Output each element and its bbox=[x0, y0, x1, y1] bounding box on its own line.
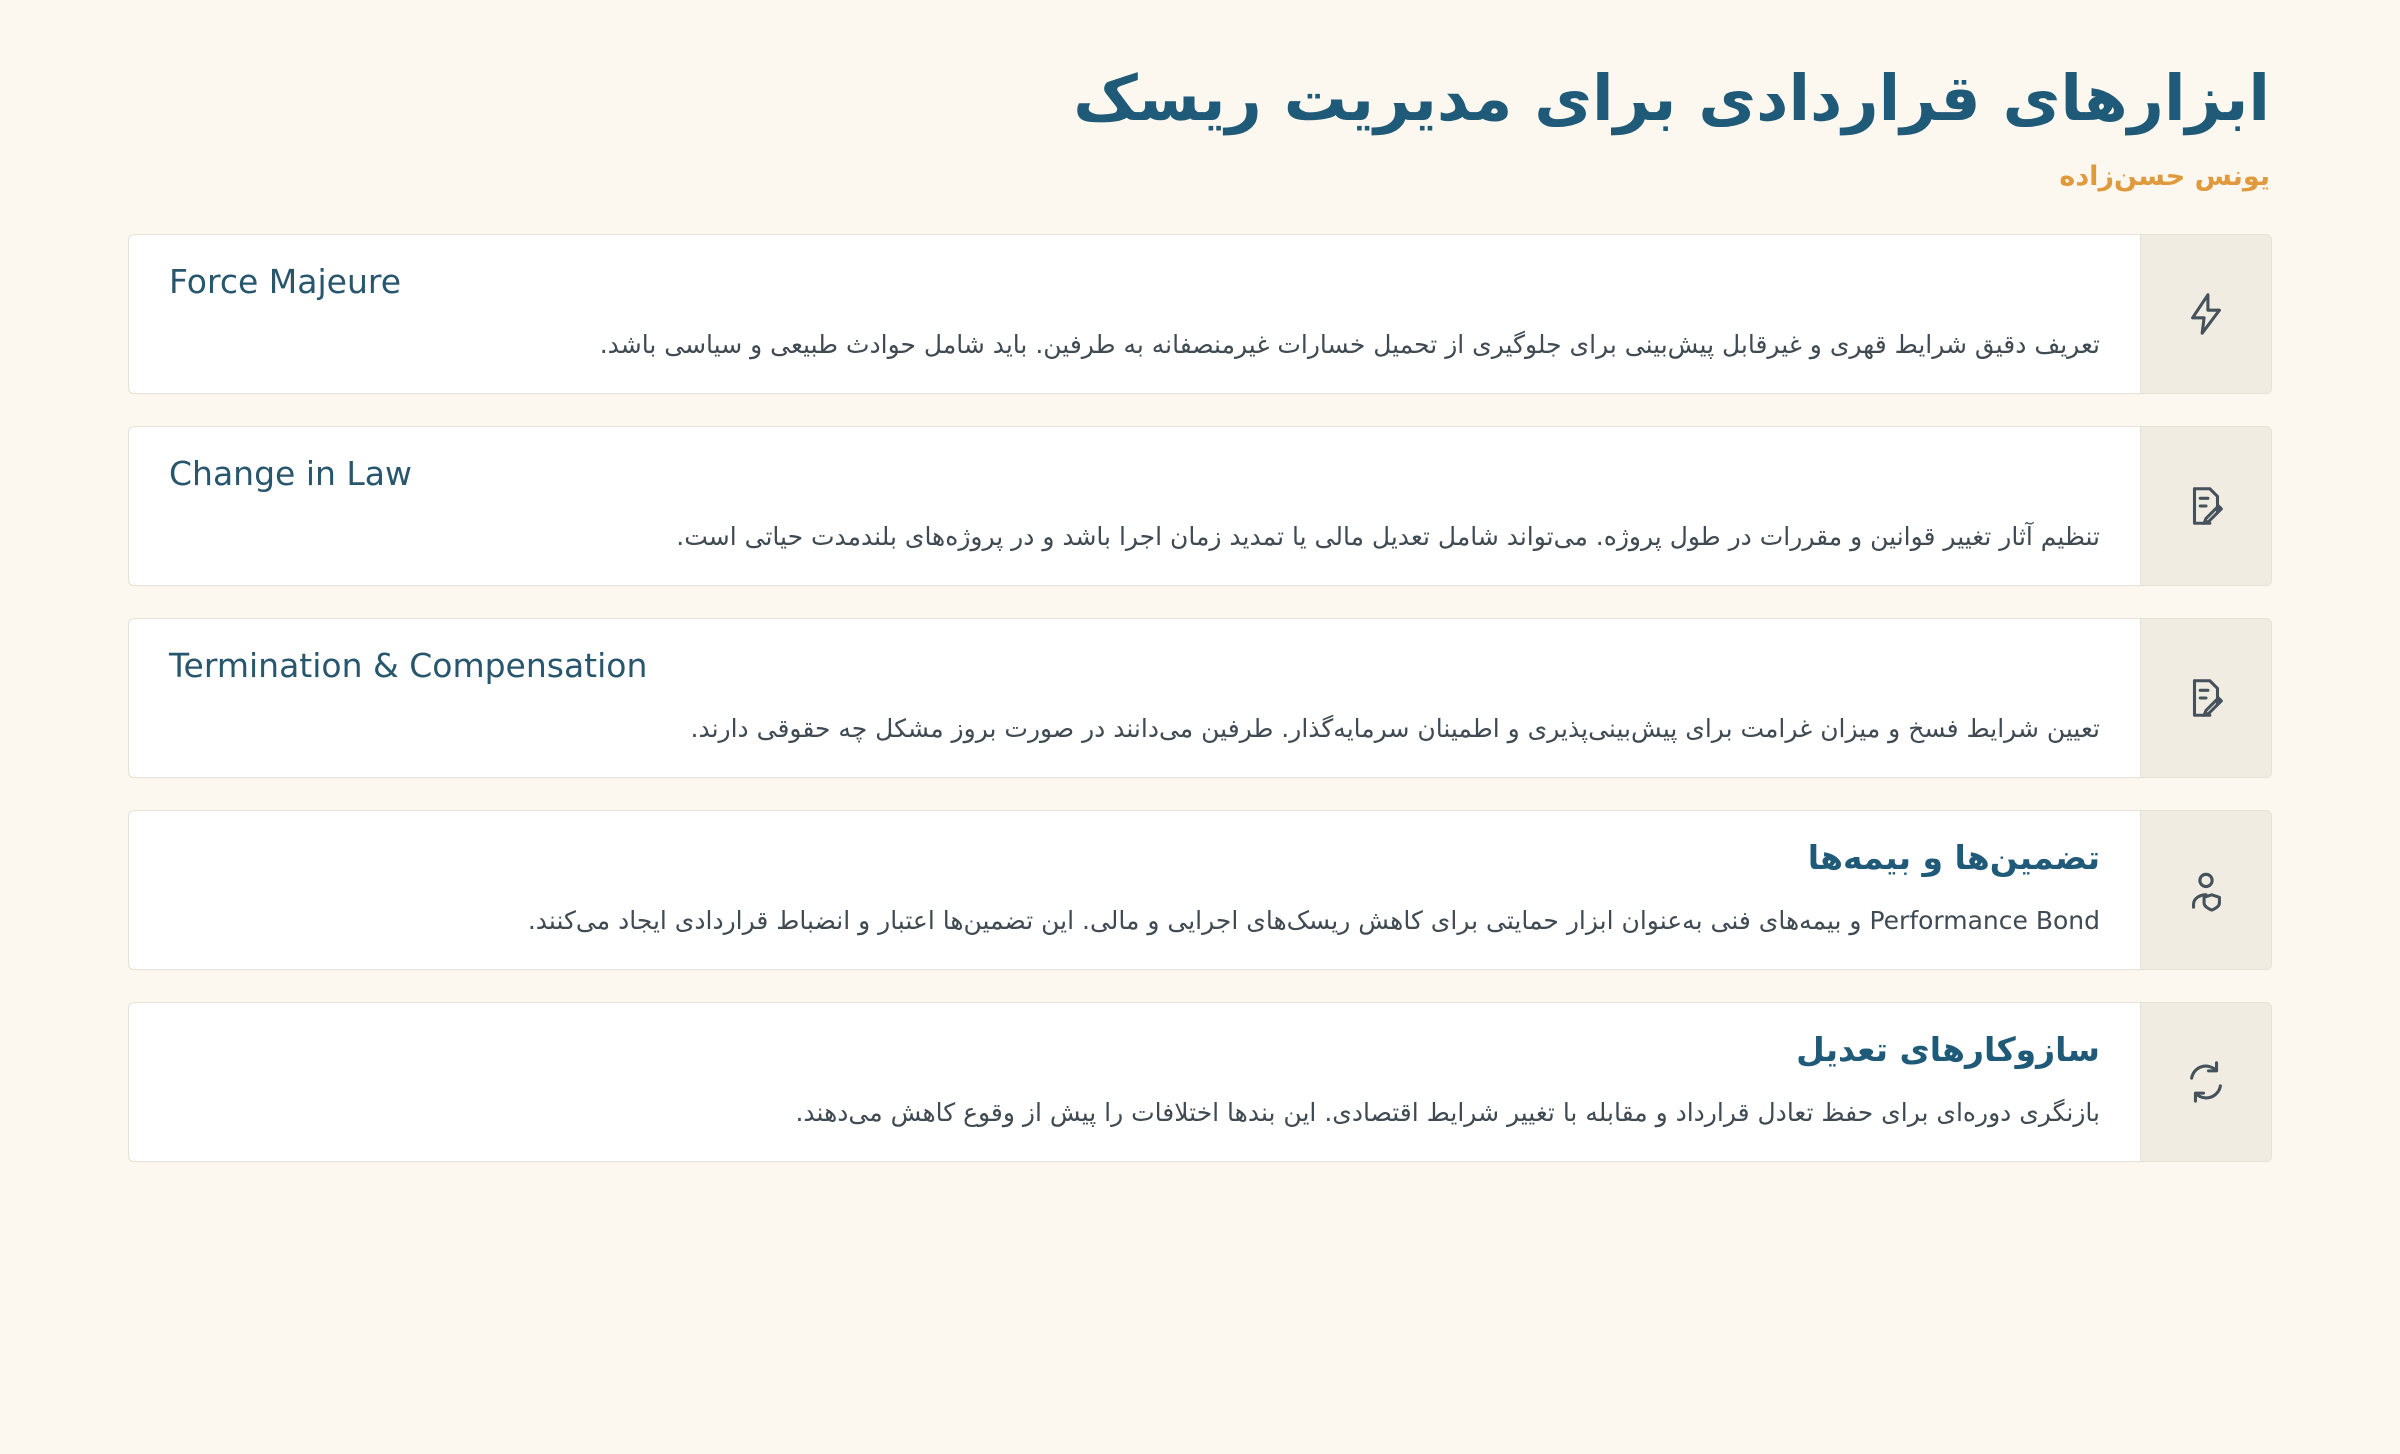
card-title: سازوکارهای تعدیل bbox=[1796, 1030, 2100, 1070]
card-description: بازنگری دوره‌ای برای حفظ تعادل قرارداد و مقابله با تغییر شرایط اقتصادی. این بندها اختلافات را پیش از وقوع کاهش می‌دهند. bbox=[795, 1098, 2100, 1128]
card-title: Change in Law bbox=[169, 453, 413, 493]
card-description: تعیین شرایط فسخ و میزان غرامت برای پیش‌بینی‌پذیری و اطمینان سرمایه‌گذار. طرفین می‌دانند در صورت بروز مشکل چه حقوقی دارند. bbox=[690, 713, 2100, 743]
document-edit-icon bbox=[2140, 427, 2271, 585]
header bbox=[0, 0, 2400, 192]
card-title: Termination & Compensation bbox=[169, 646, 648, 686]
list-item[interactable] bbox=[128, 1002, 2272, 1162]
author-name: یونس حسن‌زاده bbox=[2059, 160, 2270, 192]
list-item[interactable] bbox=[128, 426, 2272, 586]
card-description: تنظیم آثار تغییر قوانین و مقررات در طول پروژه. می‌تواند شامل تعدیل مالی یا تمدید زمان اجرا باشد و در پروژه‌های بلندمدت حیاتی است. bbox=[676, 521, 2100, 551]
refresh-cycle-icon bbox=[2140, 1003, 2271, 1161]
card-title: تضمین‌ها و بیمه‌ها bbox=[1807, 838, 2100, 878]
card-description: تعریف دقیق شرایط قهری و غیرقابل پیش‌بینی برای جلوگیری از تحمیل خسارات غیرمنصفانه به طرفین. باید شامل حوادث طبیعی و سیاسی باشد. bbox=[599, 329, 2100, 359]
card-description: Performance Bond و بیمه‌های فنی به‌عنوان ابزار حمایتی برای کاهش ریسک‌های اجرایی و مالی. این تضمین‌ها اعتبار و انضباط قراردادی ایجاد می‌کنند. bbox=[527, 906, 2100, 936]
card-body bbox=[129, 811, 2140, 969]
list-item[interactable] bbox=[128, 234, 2272, 394]
page-title: ابزارهای قراردادی برای مدیریت ریسک bbox=[1073, 62, 2270, 135]
card-body bbox=[129, 619, 2140, 777]
card-title: Force Majeure bbox=[169, 261, 401, 301]
bolt-icon bbox=[2140, 235, 2271, 393]
card-body bbox=[129, 235, 2140, 393]
card-list bbox=[0, 234, 2400, 1163]
card-body bbox=[129, 427, 2140, 585]
list-item[interactable] bbox=[128, 810, 2272, 970]
list-item[interactable] bbox=[128, 618, 2272, 778]
card-body bbox=[129, 1003, 2140, 1161]
user-shield-icon bbox=[2140, 811, 2271, 969]
document-edit-icon bbox=[2140, 619, 2271, 777]
